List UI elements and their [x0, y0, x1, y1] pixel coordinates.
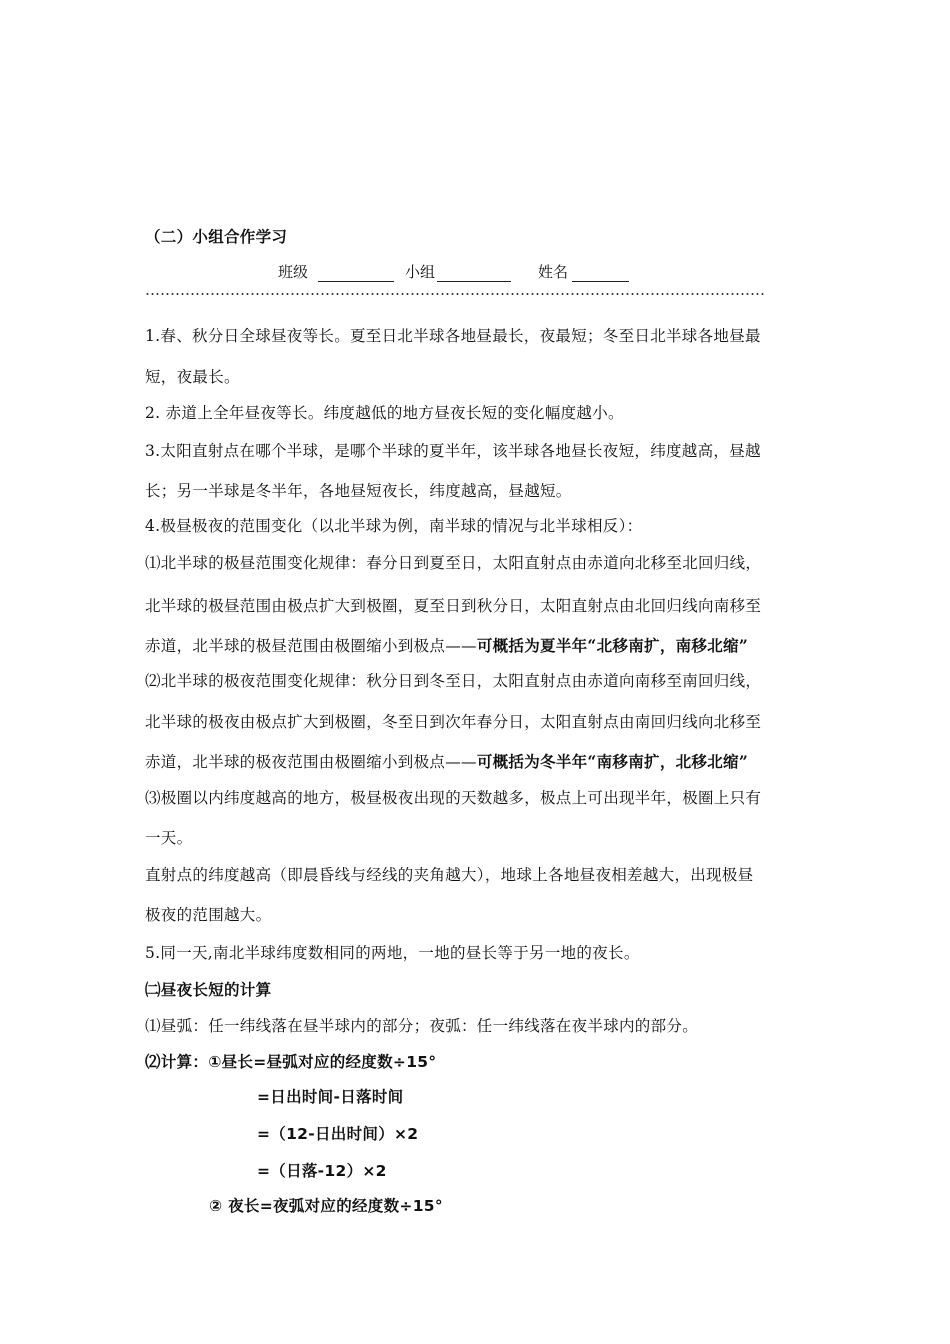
name-label: 姓名	[538, 263, 569, 281]
item-4-3-line-1: ⑶极圈以内纬度越高的地方，极昼极夜出现的天数越多，极点上可出现半年，极圈上只有	[145, 789, 762, 807]
calc-day-length-step-3: =（12-日出时间）×2	[257, 1125, 419, 1143]
name-field[interactable]	[572, 266, 629, 282]
paragraph-1-line-1: 1.春、秋分日全球昼夜等长。夏至日北半球各地昼最长，夜最短；冬至日北半球各地昼最	[145, 327, 761, 345]
item-4-4-line-1: 直射点的纬度越高（即晨昏线与经线的夹角越大），地球上各地昼夜相差越大，出现极昼	[145, 866, 754, 884]
class-field[interactable]	[318, 266, 394, 282]
group-label: 小组	[405, 263, 436, 281]
calc-day-length-step-4: =（日落-12）×2	[257, 1162, 387, 1180]
item-4-4-line-2: 极夜的范围越大。	[145, 906, 272, 924]
item-4-2-line-2: 北半球的极夜由极点扩大到极圈，冬至日到次年春分日，太阳直射点由南回归线向北移至	[145, 713, 762, 731]
paragraph-3-line-1: 3.太阳直射点在哪个半球，是哪个半球的夏半年，该半球各地昼长夜短，纬度越高，昼越	[145, 442, 761, 460]
calc-night-length: ② 夜长=夜弧对应的经度数÷15°	[209, 1197, 443, 1215]
item-4-1-summary: 可概括为夏半年“北移南扩，南移北缩”	[476, 636, 749, 655]
paragraph-5: 5.同一天,南北半球纬度数相同的两地，一地的昼长等于另一地的夜长。	[145, 944, 640, 962]
calc-day-length: ⑵计算：①昼长=昼弧对应的经度数÷15°	[145, 1053, 437, 1071]
item-4-2-line-1: ⑵北半球的极夜范围变化规律：秋分日到冬至日，太阳直射点由赤道向南移至南回归线，	[145, 672, 762, 690]
item-4-2-line-3-text: 赤道，北半球的极夜范围由极圈缩小到极点——	[145, 753, 477, 771]
item-4-1-line-1: ⑴北半球的极昼范围变化规律：春分日到夏至日，太阳直射点由赤道向北移至北回归线，	[145, 554, 762, 572]
section-2-title: ㈡昼夜长短的计算	[145, 981, 272, 999]
paragraph-4: 4.极昼极夜的范围变化（以北半球为例，南半球的情况与北半球相反）：	[145, 517, 643, 535]
section-title: （二）小组合作学习	[145, 228, 288, 246]
calc-definition: ⑴昼弧：任一纬线落在昼半球内的部分；夜弧：任一纬线落在夜半球内的部分。	[145, 1017, 699, 1035]
item-4-1-line-2: 北半球的极昼范围由极点扩大到极圈，夏至日到秋分日，太阳直射点由北回归线向南移至	[145, 597, 762, 615]
class-label: 班级	[278, 263, 309, 281]
paragraph-2: 2. 赤道上全年昼夜等长。纬度越低的地方昼夜长短的变化幅度越小。	[145, 404, 624, 422]
item-4-1-line-3	[145, 636, 748, 656]
item-4-2-line-3	[145, 752, 748, 772]
dotted-divider	[145, 292, 765, 296]
paragraph-1-line-2: 短，夜最长。	[145, 368, 240, 386]
calc-day-length-step-2: =日出时间-日落时间	[257, 1088, 404, 1106]
item-4-3-line-2: 一天。	[145, 829, 193, 847]
paragraph-3-line-2: 长；另一半球是冬半年，各地昼短夜长，纬度越高，昼越短。	[145, 482, 572, 500]
group-field[interactable]	[437, 266, 511, 282]
item-4-2-summary: 可概括为冬半年“南移南扩，北移北缩”	[476, 752, 749, 771]
item-4-1-line-3-text: 赤道，北半球的极昼范围由极圈缩小到极点——	[145, 637, 477, 655]
